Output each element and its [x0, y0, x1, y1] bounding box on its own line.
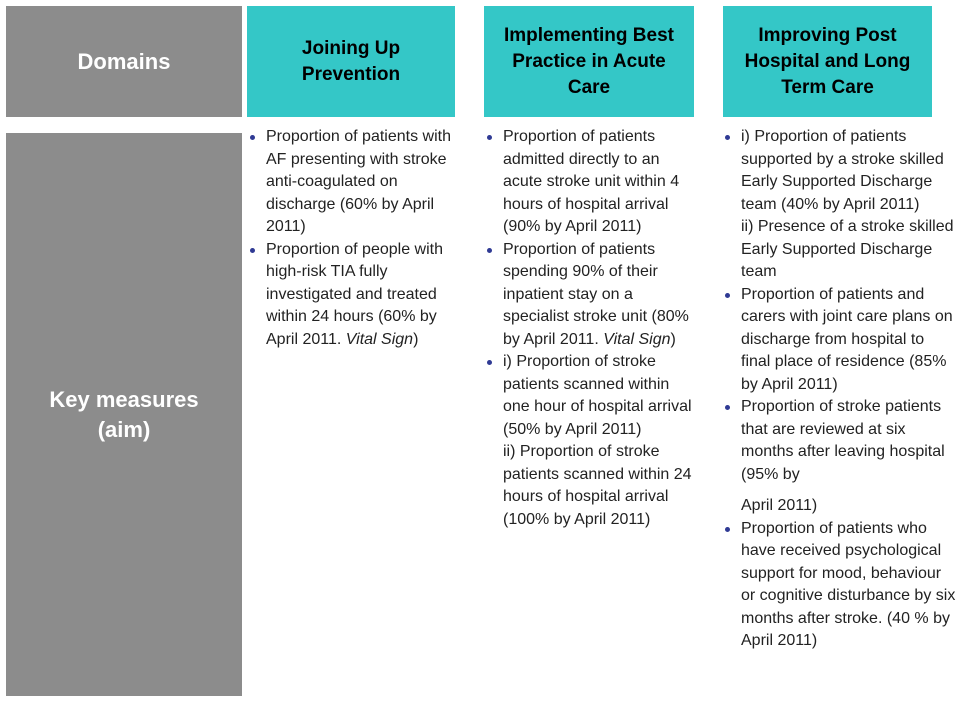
domains-label: Domains	[77, 48, 171, 74]
domain-title-line: Care	[567, 76, 611, 98]
vital-sign-note: Vital Sign	[345, 330, 414, 348]
measure-item	[484, 126, 696, 239]
measure-item	[722, 284, 956, 397]
measure-item	[722, 518, 956, 653]
measures-list-post-hospital	[722, 126, 956, 653]
measure-item	[484, 239, 696, 352]
domain-header-acute-care	[484, 6, 694, 117]
bullet-icon	[487, 248, 492, 253]
measure-item	[722, 126, 956, 284]
measure-text: i) Proportion of stroke patients scanned within one hour of hospital arrival (50% by April 2011)	[503, 353, 692, 438]
key-measures-label-box	[6, 133, 242, 696]
domain-title-line: Hospital and Long	[744, 50, 911, 72]
measure-item	[247, 239, 455, 352]
measures-list-acute-care	[484, 126, 696, 531]
measure-text-end: )	[413, 330, 419, 348]
key-measures-aim-label: (aim)	[97, 416, 151, 442]
domain-header-joining-up-prevention	[247, 6, 455, 117]
measure-text: Proportion of patients spending 90% of their inpatient stay on a specialist stroke unit (80% by April 2011.	[503, 240, 689, 348]
measure-item	[247, 126, 455, 239]
domains-label-box	[6, 6, 242, 117]
measure-item	[722, 396, 956, 518]
measure-subtext: ii) Presence of a stroke skilled Early Supported Discharge team	[741, 218, 954, 280]
domain-title-line: Term Care	[781, 76, 874, 98]
domain-title-line: Prevention	[301, 63, 401, 85]
domain-title-line: Joining Up	[301, 37, 401, 59]
bullet-icon	[725, 527, 730, 532]
measure-text: Proportion of patients who have received psychological support for mood, behaviour or cognitive disturbance by six months after stroke. (40 % by April 2011)	[741, 519, 956, 649]
vital-sign-note: Vital Sign	[603, 330, 671, 348]
bullet-icon	[250, 248, 255, 253]
measure-text-end: )	[670, 330, 676, 348]
measure-text: Proportion of patients with AF presenting with stroke anti-coagulated on discharge (60% by April 2011)	[266, 128, 451, 235]
measure-item	[484, 351, 696, 531]
measure-text: i) Proportion of patients supported by a stroke skilled Early Supported Discharge team (40% by April 2011)	[741, 128, 944, 213]
bullet-icon	[725, 293, 730, 298]
key-measures-label: Key measures	[49, 386, 199, 412]
measures-list-prevention	[247, 126, 455, 351]
bullet-icon	[725, 135, 730, 140]
measure-text: Proportion of people with high-risk TIA fully investigated and treated within 24 hours (60% by April 2011.	[266, 240, 443, 348]
bullet-icon	[250, 135, 255, 140]
domain-title-line: Improving Post	[758, 24, 897, 46]
domain-title-line: Implementing Best	[504, 24, 674, 46]
domain-title-line: Practice in Acute	[512, 50, 666, 72]
bullet-icon	[487, 135, 492, 140]
bullet-icon	[487, 360, 492, 365]
bullet-icon	[725, 405, 730, 410]
measure-text: Proportion of patients and carers with joint care plans on discharge from hospital to final place of residence (85% by April 2011)	[741, 285, 953, 393]
measure-text: Proportion of patients admitted directly to an acute stroke unit within 4 hours of hospital arrival (90% by April 2011)	[503, 128, 680, 235]
measure-subtext: ii) Proportion of stroke patients scanned within 24 hours of hospital arrival (100% by April 2011)	[503, 443, 692, 528]
measure-text-continued: April 2011)	[741, 497, 818, 514]
domain-header-post-hospital-care	[723, 6, 932, 117]
measure-text: Proportion of stroke patients that are reviewed at six months after leaving hospital (95% by	[741, 398, 945, 483]
line-gap	[741, 486, 956, 495]
